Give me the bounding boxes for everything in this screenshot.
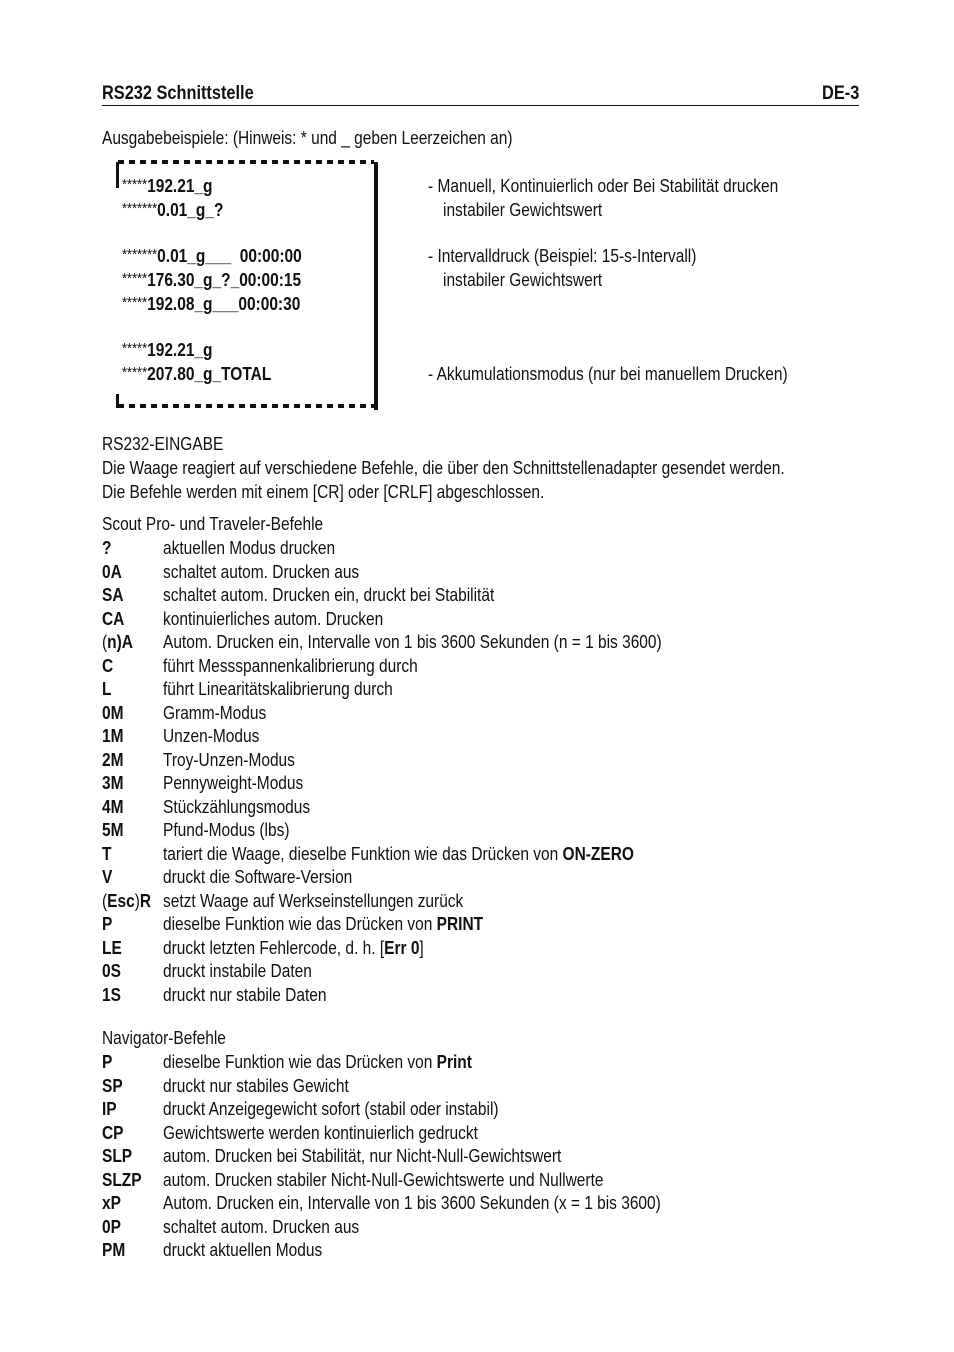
command-description: setzt Waage auf Werkseinstellungen zurück (163, 890, 464, 911)
command-description: Pfund-Modus (lbs) (163, 820, 290, 840)
command-description: druckt Anzeigegewicht sofort (stabil oder instabil) (163, 1099, 499, 1119)
command-description: Pennyweight-Modus (163, 773, 304, 793)
command-code: (n)A (102, 632, 133, 652)
command-description: schaltet autom. Drucken aus (163, 1216, 360, 1237)
example-description: instabiler Gewichtswert (443, 270, 603, 290)
command-code: 0P (102, 1216, 121, 1237)
command-description: Stückzählungsmodus (163, 796, 311, 817)
command-code: IP (102, 1099, 117, 1119)
example-line: *******0.01_g___ 00:00:00 (122, 246, 302, 266)
example-description: - Akkumulationsmodus (nur bei manuellem Drucken) (428, 364, 788, 384)
command-description: schaltet autom. Drucken ein, druckt bei Stabilität (163, 585, 495, 605)
frame-left-edge (116, 162, 119, 188)
example-line: *****207.80_g_TOTAL (122, 364, 272, 384)
command-code: xP (102, 1193, 121, 1213)
command-code: 1M (102, 726, 124, 746)
command-description: Autom. Drucken ein, Intervalle von 1 bis 3600 Sekunden (n = 1 bis 3600) (163, 632, 662, 652)
command-code: L (102, 679, 112, 699)
command-code: T (102, 843, 112, 864)
command-code: 3M (102, 773, 124, 793)
example-description: - Manuell, Kontinuierlich oder Bei Stabilität drucken (428, 176, 779, 196)
rs232-paragraph-line: Die Waage reagiert auf verschiedene Befehle, die über den Schnittstellenadapter gesendet werden. (102, 458, 785, 478)
output-examples-note: Ausgabebeispiele: (Hinweis: * und _ geben Leerzeichen an) (102, 128, 513, 148)
command-description: autom. Drucken bei Stabilität, nur Nicht-Null-Gewichtswert (163, 1146, 562, 1166)
example-line: *****192.21_g (122, 340, 213, 360)
command-code: C (102, 655, 114, 676)
perforation-top (118, 160, 374, 164)
section-title-scout: Scout Pro- und Traveler-Befehle (102, 514, 324, 534)
command-code: LE (102, 937, 122, 958)
command-description: Unzen-Modus (163, 726, 260, 746)
example-line: *****192.08_g___00:00:30 (122, 294, 301, 314)
command-description: druckt nur stabiles Gewicht (163, 1075, 349, 1096)
rs232-paragraph-line: Die Befehle werden mit einem [CR] oder [CRLF] abgeschlossen. (102, 482, 545, 502)
command-code: P (102, 1052, 113, 1072)
page-number: DE-3 (821, 83, 859, 104)
command-description: druckt letzten Fehlercode, d. h. [Err 0] (163, 937, 424, 958)
command-code: 0M (102, 702, 124, 723)
command-code: SLZP (102, 1169, 142, 1190)
frame-right-edge (374, 162, 378, 410)
command-description: kontinuierliches autom. Drucken (163, 608, 384, 629)
example-line: *******0.01_g_? (122, 200, 224, 220)
command-code: V (102, 867, 113, 887)
command-code: 2M (102, 749, 124, 770)
command-description: schaltet autom. Drucken aus (163, 561, 360, 582)
command-code: CA (102, 608, 125, 629)
command-code: ? (102, 538, 112, 558)
example-line: *****176.30_g_?_00:00:15 (122, 270, 302, 290)
command-code: SA (102, 585, 124, 605)
example-description: instabiler Gewichtswert (443, 200, 603, 220)
command-code: 4M (102, 796, 124, 817)
command-code: (Esc)R (102, 890, 152, 911)
example-description: - Intervalldruck (Beispiel: 15-s-Intervall) (428, 246, 697, 266)
command-code: 1S (102, 984, 121, 1005)
command-description: Autom. Drucken ein, Intervalle von 1 bis 3600 Sekunden (x = 1 bis 3600) (163, 1193, 661, 1213)
command-description: druckt nur stabile Daten (163, 984, 327, 1005)
command-description: Troy-Unzen-Modus (163, 749, 295, 770)
perforation-bottom (118, 404, 374, 408)
command-code: 0A (102, 561, 122, 582)
section-title-rs232: RS232-EINGABE (102, 434, 224, 454)
command-code: 5M (102, 820, 124, 840)
command-description: tariert die Waage, dieselbe Funktion wie das Drücken von ON-ZERO (163, 843, 634, 864)
command-description: dieselbe Funktion wie das Drücken von PRINT (163, 914, 484, 934)
command-code: CP (102, 1122, 124, 1143)
command-description: autom. Drucken stabiler Nicht-Null-Gewichtswerte und Nullwerte (163, 1169, 604, 1190)
section-title-navigator: Navigator-Befehle (102, 1028, 226, 1048)
page-header (102, 83, 859, 106)
command-code: 0S (102, 961, 121, 981)
command-description: führt Messspannenkalibrierung durch (163, 655, 418, 676)
example-line: *****192.21_g (122, 176, 213, 196)
command-code: P (102, 914, 113, 934)
command-description: Gewichtswerte werden kontinuierlich gedruckt (163, 1122, 478, 1143)
command-code: PM (102, 1240, 126, 1260)
command-description: druckt instabile Daten (163, 961, 312, 981)
command-code: SLP (102, 1146, 133, 1166)
command-description: dieselbe Funktion wie das Drücken von Print (163, 1052, 472, 1072)
header-title: RS232 Schnittstelle (102, 83, 254, 104)
command-description: führt Linearitätskalibrierung durch (163, 679, 393, 699)
command-description: druckt die Software-Version (163, 867, 353, 887)
command-description: Gramm-Modus (163, 702, 267, 723)
command-code: SP (102, 1075, 123, 1096)
command-description: aktuellen Modus drucken (163, 538, 336, 558)
command-description: druckt aktuellen Modus (163, 1240, 323, 1260)
